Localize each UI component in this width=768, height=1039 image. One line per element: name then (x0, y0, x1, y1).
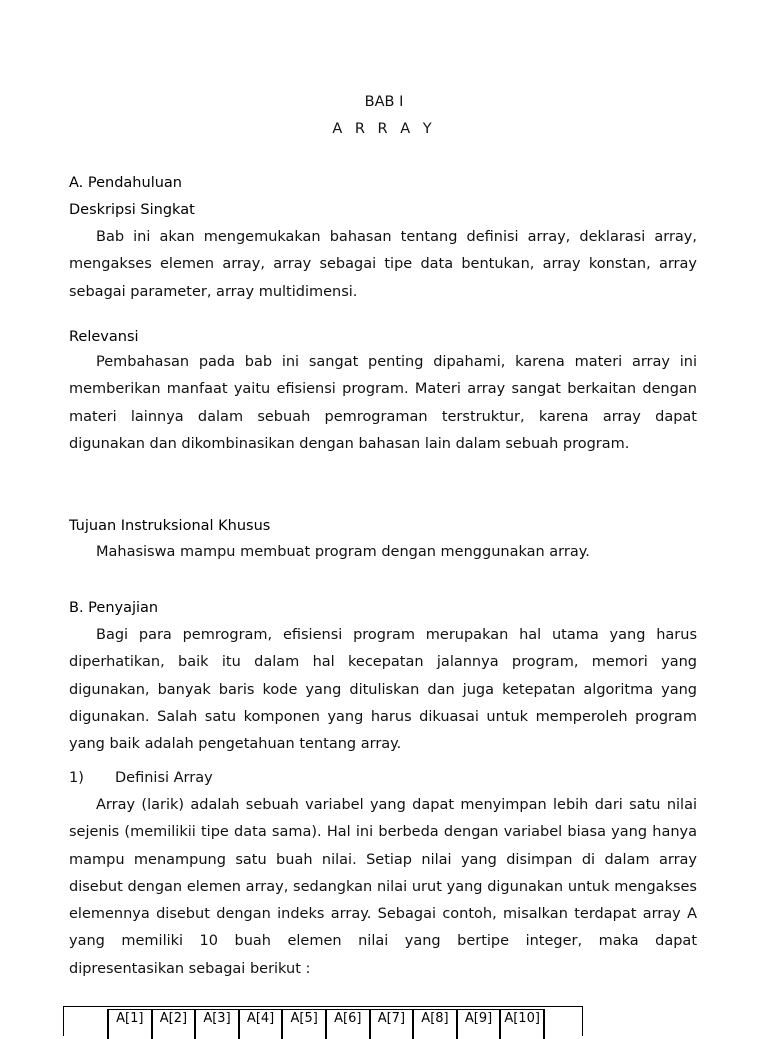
section-b-heading: B. Penyajian (69, 600, 159, 616)
array-cell: A[3] (196, 1009, 240, 1039)
array-cell: A[1] (109, 1009, 153, 1039)
relevansi-paragraph: Pembahasan pada bab ini sangat penting dipahami, karena materi array ini memberikan manfaat yaitu efisiensi program. Materi array sangat berkaitan dengan materi lainnya dalam sebuah pemrograman terstruktur, karena array dapat digunakan dan dikombinasikan dengan bahasan lain dalam sebuah program. (69, 354, 697, 452)
array-cell: A[6] (327, 1009, 371, 1039)
chapter-title: A R R A Y (332, 121, 436, 137)
definisi-paragraph: Array (larik) adalah sebuah variabel yang dapat menyimpan lebih dari satu nilai sejenis (memilikii tipe data sama). Hal ini berbeda dengan variabel biasa yang hanya mampu menampung satu buah nilai. Setiap nilai yang disimpan di dalam array disebut dengan elemen array, sedangkan nilai urut yang digunakan untuk mengakses elemennya disebut dengan indeks array. Sebagai contoh, misalkan terdapat array A yang memiliki 10 buah elemen nilai yang bertipe integer, maka dapat dipresentasikan sebagai berikut : (69, 797, 697, 977)
array-cells (107, 1009, 545, 1039)
tujuan-heading: Tujuan Instruksional Khusus (69, 518, 271, 534)
array-cell: A[8] (414, 1009, 458, 1039)
array-cell: A[7] (371, 1009, 415, 1039)
tujuan-paragraph: Mahasiswa mampu membuat program dengan menggunakan array. (96, 544, 590, 560)
penyajian-paragraph: Bagi para pemrogram, efisiensi program merupakan hal utama yang harus diperhatikan, baik itu dalam hal kecepatan jalannya program, memori yang digunakan, banyak baris kode yang dituliskan dan juga ketepatan algoritma yang digunakan. Salah satu komponen yang harus dikuasai untuk memperoleh program yang baik adalah pengetahuan tentang array. (69, 627, 697, 753)
deskripsi-paragraph: Bab ini akan mengemukakan bahasan tentang definisi array, deklarasi array, mengakses elemen array, array sebagai tipe data bentukan, array konstan, array sebagai parameter, array multidimensi. (69, 229, 697, 300)
chapter-label: BAB I (364, 94, 404, 110)
array-cell: A[5] (283, 1009, 327, 1039)
section-a-heading: A. Pendahuluan (69, 175, 182, 191)
relevansi-heading: Relevansi (69, 329, 139, 345)
list-label: Definisi Array (115, 770, 213, 786)
array-cell: A[10] (501, 1009, 545, 1039)
array-cell: A[4] (240, 1009, 284, 1039)
deskripsi-heading: Deskripsi Singkat (69, 202, 195, 218)
array-cell: A[9] (458, 1009, 502, 1039)
array-cell: A[2] (153, 1009, 197, 1039)
list-item-definisi (69, 768, 213, 788)
list-number: 1) (69, 770, 84, 786)
